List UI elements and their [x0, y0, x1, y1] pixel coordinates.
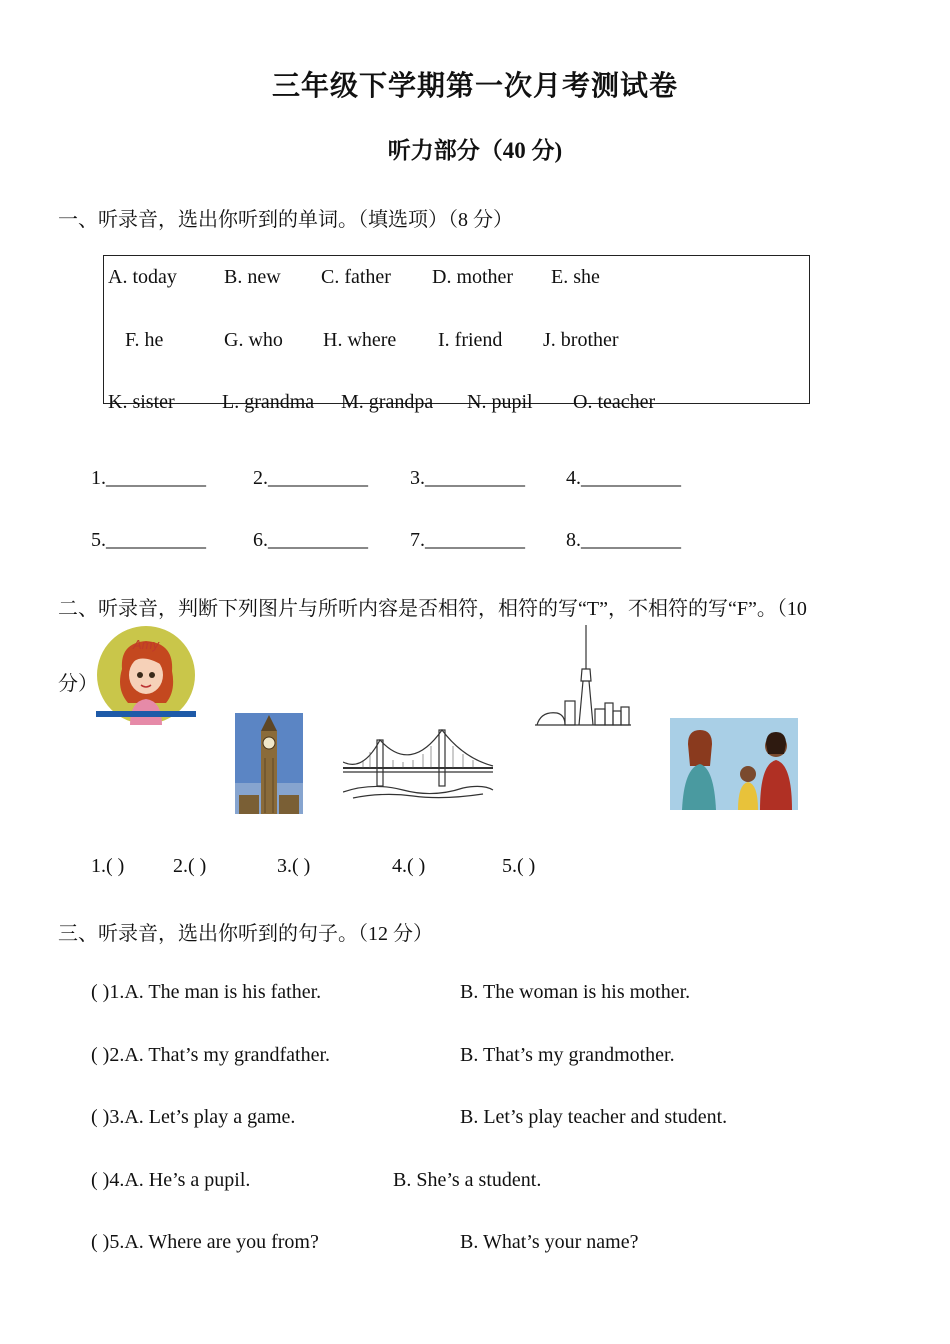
section2-heading: 二、听录音，判断下列图片与所听内容是否相符，相符的写“T”，不相符的写“F”。（10	[58, 598, 807, 620]
word-option: E. she	[551, 266, 600, 288]
answer-blank[interactable]: 6.__________	[253, 529, 368, 551]
big-ben-picture	[235, 713, 303, 814]
people-picture	[670, 718, 798, 810]
question-option-b: B. That’s my grandmother.	[460, 1044, 675, 1066]
question-option-b: B. What’s your name?	[460, 1231, 639, 1253]
answer-blank[interactable]: 7.__________	[410, 529, 525, 551]
answer-blank[interactable]: 3.__________	[410, 467, 525, 489]
answer-blank[interactable]: 8.__________	[566, 529, 681, 551]
word-option: C. father	[321, 266, 391, 288]
word-option: M. grandpa	[341, 391, 434, 413]
answer-blank[interactable]: 1.__________	[91, 467, 206, 489]
question-option-a[interactable]: ( )5.A. Where are you from?	[91, 1231, 319, 1253]
section3-heading: 三、听录音，选出你听到的句子。（12 分）	[58, 923, 433, 945]
word-option: I. friend	[438, 329, 503, 351]
word-option: J. brother	[543, 329, 619, 351]
word-option: K. sister	[108, 391, 175, 413]
tf-answer[interactable]: 2.( )	[173, 855, 207, 877]
word-option: O. teacher	[573, 391, 656, 413]
tf-answer[interactable]: 4.( )	[392, 855, 426, 877]
amy-label: Amy	[133, 637, 159, 652]
page-title: 三年级下学期第一次月考测试卷	[271, 71, 678, 102]
tf-answer[interactable]: 1.( )	[91, 855, 125, 877]
tf-answer[interactable]: 5.( )	[502, 855, 536, 877]
amy-picture	[96, 625, 198, 725]
question-option-a[interactable]: ( )3.A. Let’s play a game.	[91, 1106, 296, 1128]
question-option-a[interactable]: ( )1.A. The man is his father.	[91, 981, 322, 1003]
answer-blank[interactable]: 4.__________	[566, 467, 681, 489]
answer-blank[interactable]: 5.__________	[91, 529, 206, 551]
bridge-picture	[343, 722, 495, 800]
question-option-b: B. She’s a student.	[393, 1169, 542, 1191]
word-option: L. grandma	[222, 391, 315, 413]
word-option: H. where	[323, 329, 397, 351]
word-option: G. who	[224, 329, 283, 351]
question-option-b: B. The woman is his mother.	[460, 981, 691, 1003]
word-option: D. mother	[432, 266, 514, 288]
word-option: F. he	[125, 329, 164, 351]
word-option: B. new	[224, 266, 281, 288]
word-option: N. pupil	[467, 391, 533, 413]
section2-heading-cont: 分）	[58, 673, 98, 695]
section1-heading: 一、听录音，选出你听到的单词。（填选项）（8 分）	[58, 209, 513, 231]
question-option-a[interactable]: ( )4.A. He’s a pupil.	[91, 1169, 251, 1191]
answer-blank[interactable]: 2.__________	[253, 467, 368, 489]
question-option-b: B. Let’s play teacher and student.	[460, 1106, 728, 1128]
page-subtitle: 听力部分（40 分)	[387, 138, 563, 163]
question-option-a[interactable]: ( )2.A. That’s my grandfather.	[91, 1044, 331, 1066]
tf-answer[interactable]: 3.( )	[277, 855, 311, 877]
word-option: A. today	[108, 266, 177, 288]
skyline-picture	[535, 625, 631, 727]
